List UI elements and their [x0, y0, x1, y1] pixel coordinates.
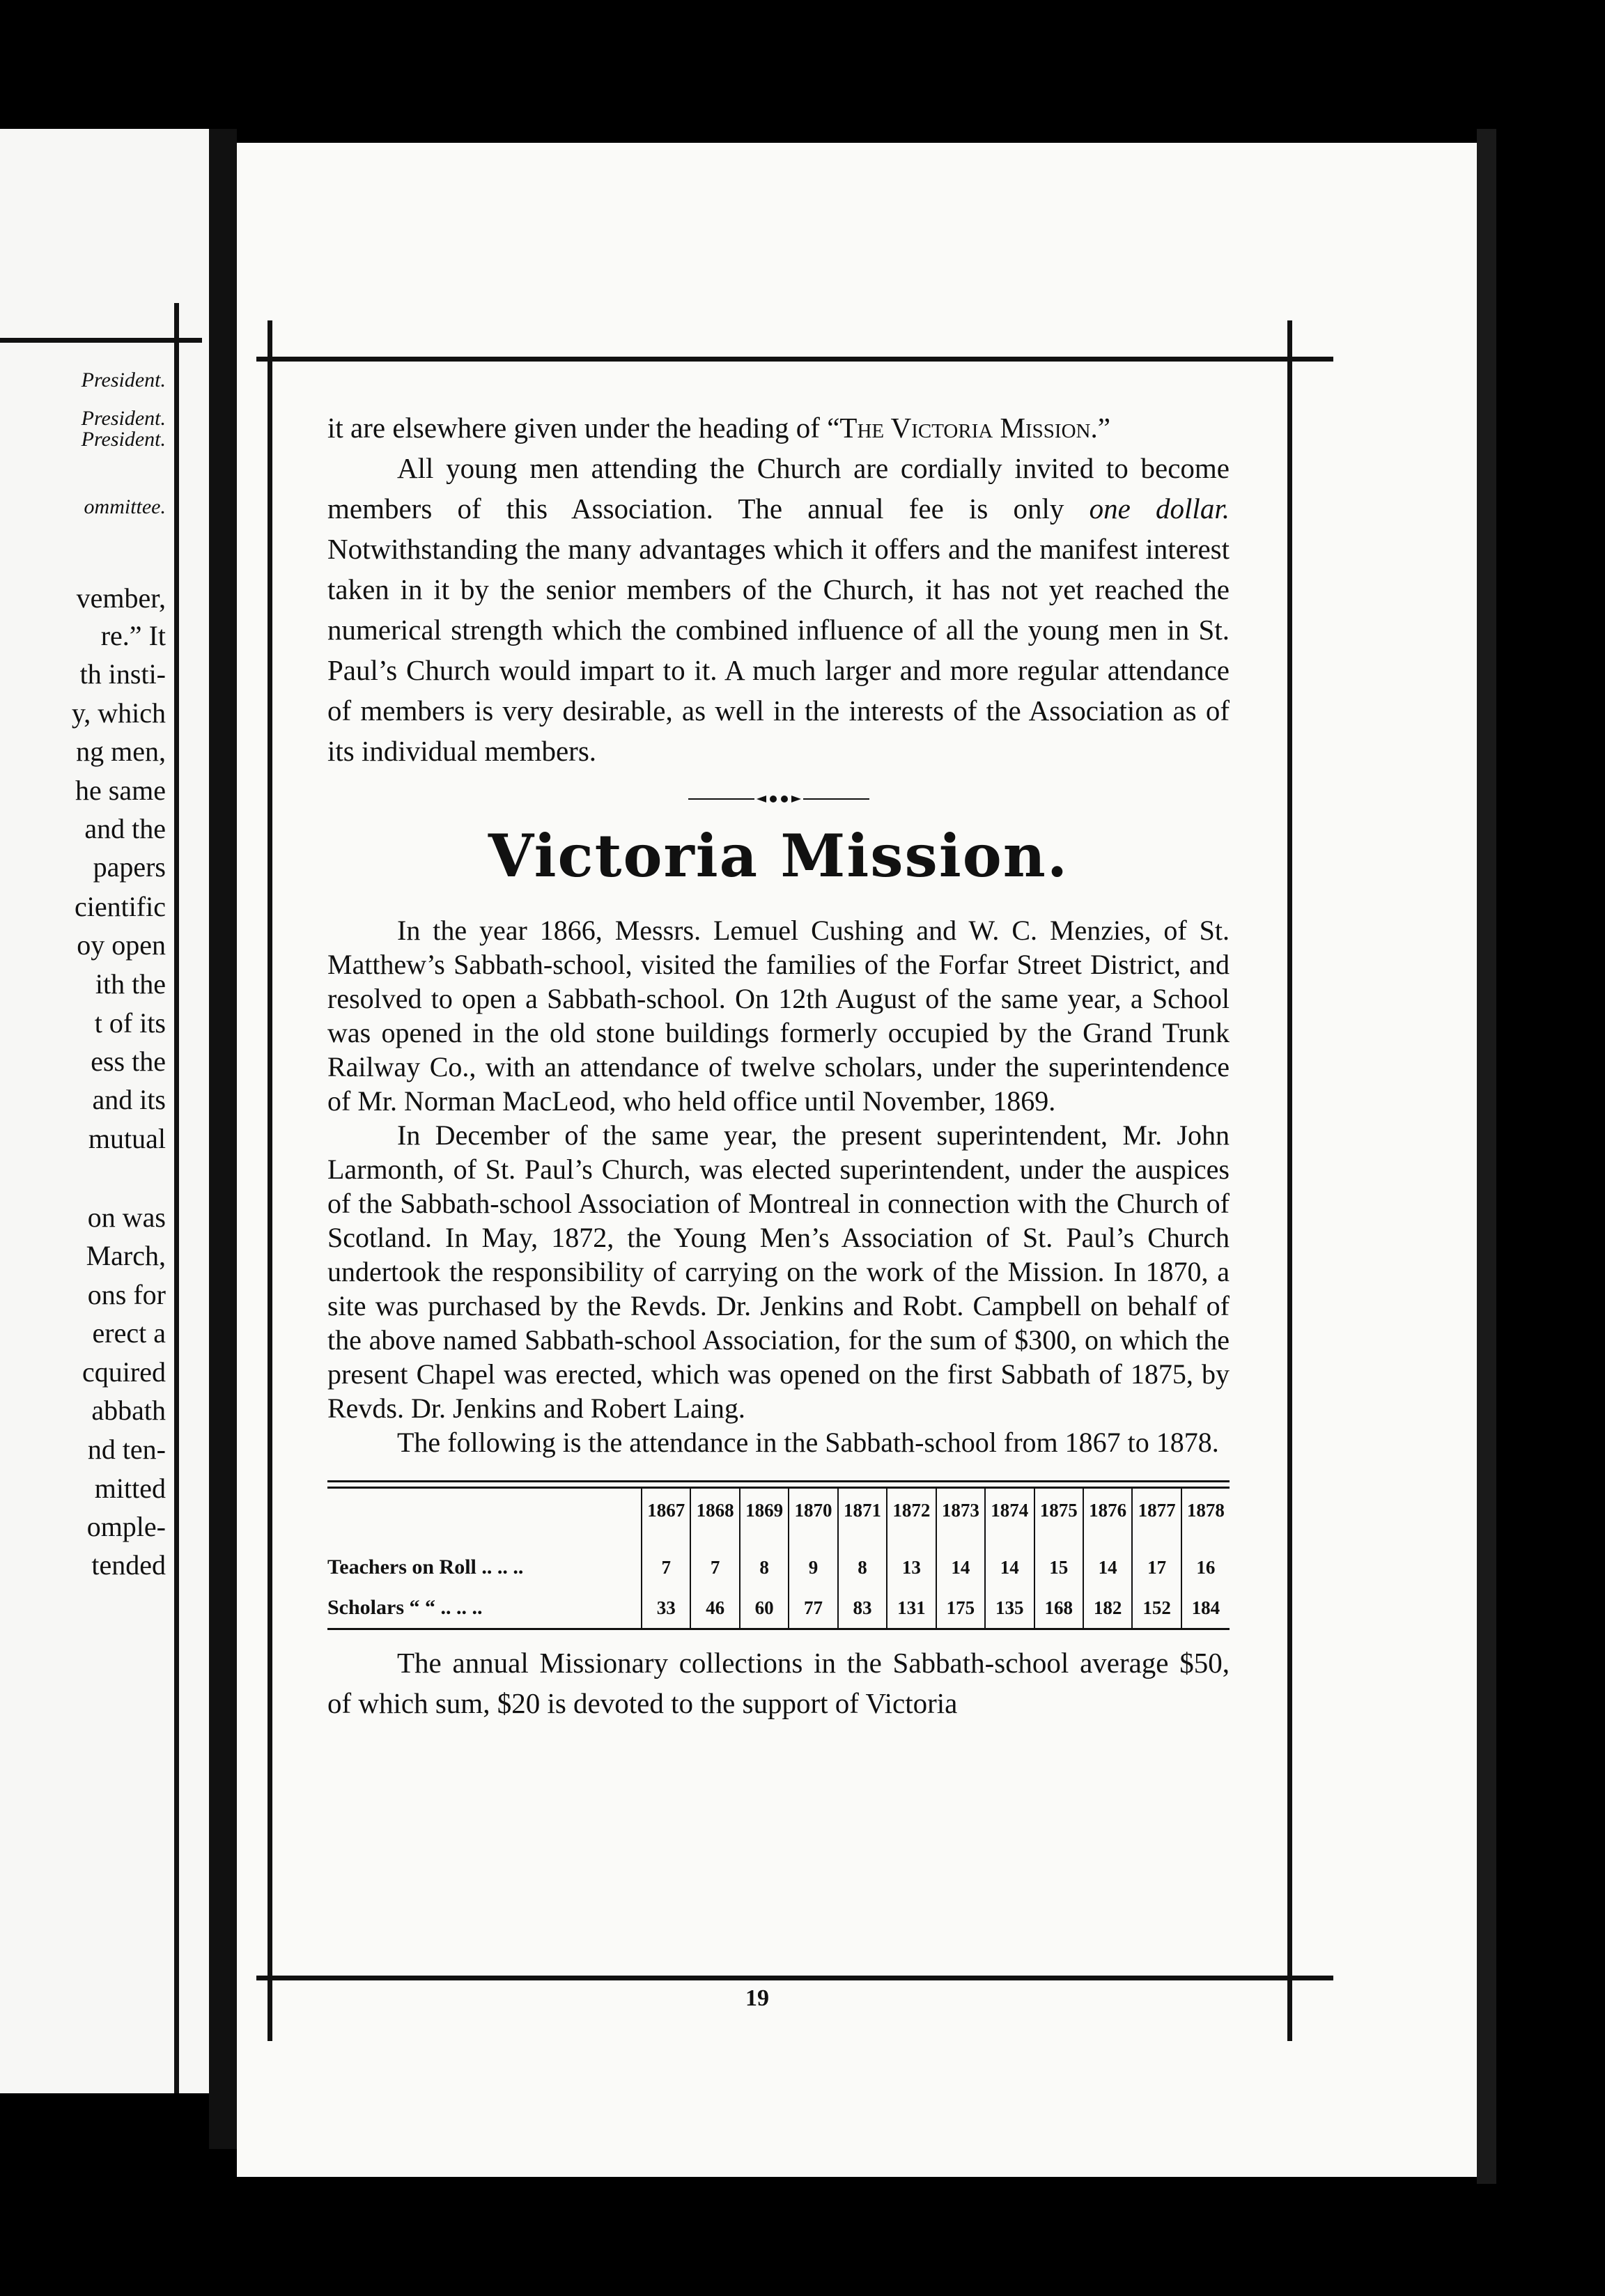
- previous-page-fragment: nd ten-: [87, 1434, 166, 1465]
- previous-page-fragment: President.: [81, 407, 166, 430]
- spacer-cell: [985, 1532, 1034, 1547]
- previous-page-fragment: y, which: [71, 697, 166, 729]
- spacer-cell: [1181, 1532, 1230, 1547]
- book-binding: [209, 129, 237, 2149]
- previous-page-fragment: cientific: [74, 891, 166, 922]
- frame-left-rule: [268, 320, 272, 2041]
- collections-paragraph: The annual Missionary collections in the Sabbath-school average $50, of which sum, $20 is devoted to the support of Victoria: [327, 1647, 1230, 1719]
- table-header-row: [327, 1489, 1230, 1532]
- table-cell: 131: [887, 1588, 936, 1628]
- spacer-cell: [327, 1532, 642, 1547]
- previous-page-fragment: re.” It: [100, 620, 166, 651]
- spacer-cell: [789, 1532, 837, 1547]
- frame-top-rule: [256, 357, 1333, 362]
- table-cell: 135: [985, 1588, 1034, 1628]
- table-cell: 8: [740, 1547, 789, 1588]
- year-header: 1876: [1083, 1489, 1132, 1532]
- page-edge-right: [1477, 129, 1496, 2184]
- previous-page-edge: [0, 129, 209, 2093]
- table-cell: 77: [789, 1588, 837, 1628]
- previous-page-fragment: cquired: [82, 1356, 166, 1388]
- table-spacer-row: [327, 1532, 1230, 1547]
- fee-amount: one dollar.: [1089, 492, 1230, 525]
- previous-page-fragment: ith the: [95, 968, 166, 1000]
- previous-page-fragment: mutual: [88, 1123, 166, 1154]
- table-cell: 33: [642, 1588, 690, 1628]
- previous-page-fragment: mitted: [94, 1473, 166, 1504]
- table-cell: 60: [740, 1588, 789, 1628]
- intro-text: Notwithstanding the many advantages which it offers and the manifest interest taken in it by the senior members of the Church, it has not yet reached the numerical strength which the combined influence of all the young men in St. Paul’s Church would impart to it. A much larger and more regular attendance of members is very desirable, as well in the interests of the Association as of its individual members.: [327, 533, 1230, 767]
- table-cell: 14: [985, 1547, 1034, 1588]
- spacer-cell: [887, 1532, 936, 1547]
- table-cell: 16: [1181, 1547, 1230, 1588]
- section-divider-ornament: [688, 792, 869, 806]
- frame-bottom-rule: [256, 1976, 1333, 1980]
- spacer-cell: [936, 1532, 985, 1547]
- section-heading: Victoria Mission.: [488, 821, 1069, 890]
- intro-text-end: .”: [1090, 412, 1110, 444]
- table-cell: 7: [642, 1547, 690, 1588]
- row-label: Scholars “ “ .. .. ..: [327, 1596, 483, 1619]
- table-cell: 8: [838, 1547, 887, 1588]
- attendance-table: [327, 1489, 1230, 1628]
- table-cell: 152: [1132, 1588, 1181, 1628]
- previous-page-fragment: ommittee.: [84, 495, 166, 518]
- intro-text: All young men attending the Church are cordially invited to become members of this Association. The annual fee is only: [327, 452, 1230, 525]
- table-body: [327, 1532, 1230, 1628]
- page-number: 19: [745, 1985, 769, 2011]
- table-cell: 14: [1083, 1547, 1132, 1588]
- year-header: 1870: [789, 1489, 837, 1532]
- frame-right-rule: [1287, 320, 1292, 2041]
- table-bottom-rule: [327, 1628, 1230, 1630]
- table-cell: 14: [936, 1547, 985, 1588]
- year-header: 1873: [936, 1489, 985, 1532]
- table-cell: 17: [1132, 1547, 1181, 1588]
- year-header: 1868: [690, 1489, 739, 1532]
- intro-text: it are elsewhere given under the heading of “: [327, 412, 840, 444]
- intro-paragraph-2: [327, 448, 1230, 771]
- mission-reference: The Victoria Mission: [839, 412, 1091, 444]
- table-row: [327, 1547, 1230, 1588]
- previous-page-fragment: ng men,: [76, 736, 166, 767]
- table-cell: 175: [936, 1588, 985, 1628]
- mission-paragraph-2: In December of the same year, the present superintendent, Mr. John Larmonth, of St. Paul’s Church, was elected superintendent, under the auspices of the Sabbath-school Association of Montreal in connection with the Church of Scotland. In May, 1872, the Young Men’s Association of St. Paul’s Church undertook the responsibility of carrying on the work of the Mission. In 1870, a site was purchased by the Revds. Dr. Jenkins and Robt. Campbell on behalf of the above named Sabbath-school Association, for the sum of $300, on which the present Chapel was erected, which was opened on the first Sabbath of 1875, by Revds. Dr. Jenkins and Robert Laing.: [327, 1119, 1230, 1424]
- year-header: 1867: [642, 1489, 690, 1532]
- previous-page-fragment: papers: [93, 851, 166, 883]
- spacer-cell: [690, 1532, 739, 1547]
- previous-page-fragment: erect a: [92, 1317, 166, 1349]
- previous-page-fragment: ons for: [87, 1279, 166, 1310]
- previous-page-fragment: th insti-: [79, 658, 166, 690]
- attendance-intro: The following is the attendance in the Sabbath-school from 1867 to 1878.: [397, 1427, 1219, 1458]
- table-cell: 13: [887, 1547, 936, 1588]
- year-header: 1871: [838, 1489, 887, 1532]
- table-cell: 168: [1034, 1588, 1083, 1628]
- attendance-table-block: [327, 1480, 1230, 1630]
- previous-page-fragment: ess the: [91, 1046, 166, 1077]
- year-header: 1874: [985, 1489, 1034, 1532]
- year-header: 1877: [1132, 1489, 1181, 1532]
- spacer-cell: [740, 1532, 789, 1547]
- previous-page-rule: [0, 338, 202, 343]
- previous-page-fragment: omple-: [86, 1511, 166, 1542]
- previous-page-fragment: President.: [81, 428, 166, 451]
- table-top-rule: [327, 1480, 1230, 1489]
- page-content: [327, 408, 1230, 1723]
- previous-page-fragment: and the: [84, 813, 166, 844]
- table-cell: 7: [690, 1547, 739, 1588]
- previous-page-fragment: March,: [86, 1240, 166, 1271]
- table-cell: 9: [789, 1547, 837, 1588]
- previous-page-fragment: abbath: [91, 1395, 166, 1426]
- year-header: 1878: [1181, 1489, 1230, 1532]
- year-header: 1872: [887, 1489, 936, 1532]
- previous-page-frame-line: [174, 303, 179, 2093]
- spacer-cell: [1083, 1532, 1132, 1547]
- spacer-cell: [1132, 1532, 1181, 1547]
- previous-page-fragment: oy open: [77, 929, 166, 961]
- table-cell: 182: [1083, 1588, 1132, 1628]
- year-header: 1869: [740, 1489, 789, 1532]
- row-label: Teachers on Roll .. .. ..: [327, 1556, 524, 1578]
- spacer-cell: [642, 1532, 690, 1547]
- table-cell: 184: [1181, 1588, 1230, 1628]
- year-header: 1875: [1034, 1489, 1083, 1532]
- previous-page-fragment: t of its: [94, 1007, 166, 1039]
- table-corner: [327, 1489, 642, 1532]
- table-row: [327, 1588, 1230, 1628]
- previous-page-fragment: and its: [92, 1084, 166, 1115]
- table-cell: 15: [1034, 1547, 1083, 1588]
- previous-page-fragment: he same: [75, 775, 166, 806]
- spacer-cell: [838, 1532, 887, 1547]
- table-cell: 83: [838, 1588, 887, 1628]
- previous-page-fragment: on was: [87, 1202, 166, 1233]
- previous-page-fragment: tended: [91, 1549, 166, 1581]
- previous-page-fragment: vember,: [76, 582, 166, 614]
- table-cell: 46: [690, 1588, 739, 1628]
- previous-page-fragment: President.: [81, 369, 166, 391]
- spacer-cell: [1034, 1532, 1083, 1547]
- mission-paragraph-1: In the year 1866, Messrs. Lemuel Cushing and W. C. Menzies, of St. Matthew’s Sabbath-school, visited the families of the Forfar Street District, and resolved to open a Sabbath-school. On 12th August of the same year, a School was opened in the old stone buildings formerly occupied by the Grand Trunk Railway Co., with an attendance of twelve scholars, under the superintendence of Mr. Norman MacLeod, who held office until November, 1869.: [327, 915, 1230, 1117]
- intro-paragraph-1: [327, 408, 1230, 448]
